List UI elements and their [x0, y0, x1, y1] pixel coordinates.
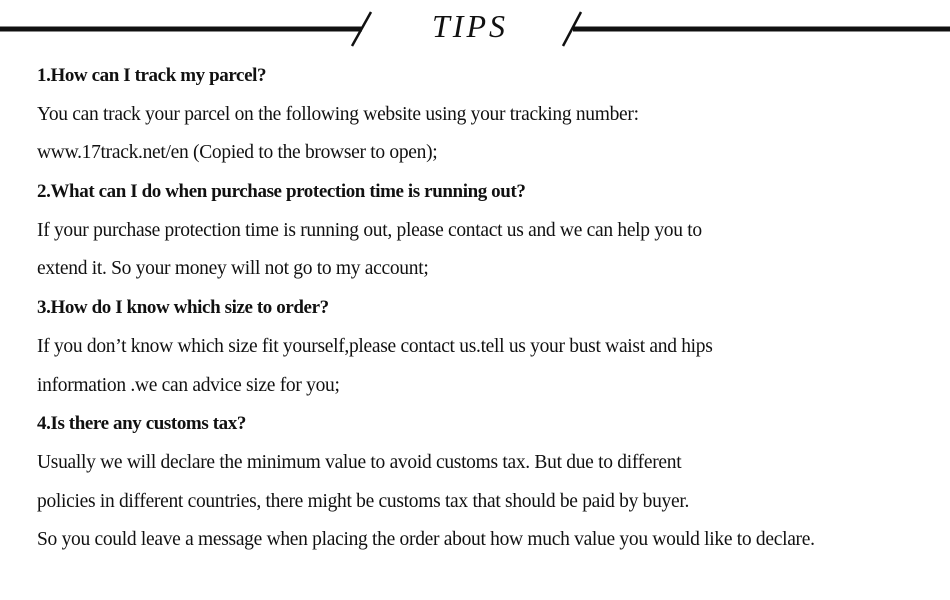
faq-answer-line: If your purchase protection time is running out, please contact us and we can help you to [37, 219, 702, 241]
faq-answer-line: extend it. So your money will not go to my account; [37, 258, 429, 280]
faq-question: 1.How can I track my parcel? [37, 65, 267, 86]
page-title: TIPS [432, 8, 508, 44]
faq-answer-line: information .we can advice size for you; [37, 374, 340, 396]
faq-item [37, 405, 937, 560]
faq-item [37, 173, 937, 289]
faq-answer-line: So you could leave a message when placing the order about how much value you would like to declare. [37, 529, 815, 551]
tips-header [0, 0, 950, 60]
faq-list [37, 57, 937, 560]
faq-item [37, 289, 937, 405]
faq-answer-line: www.17track.net/en (Copied to the browser to open); [37, 142, 438, 164]
faq-question: 2.What can I do when purchase protection time is running out? [37, 181, 526, 203]
faq-answer-line: policies in different countries, there might be customs tax that should be paid by buyer. [37, 490, 690, 512]
faq-answer-line: Usually we will declare the minimum value to avoid customs tax. But due to different [37, 451, 682, 473]
faq-answer-line: If you don’t know which size fit yourself,please contact us.tell us your bust waist and hips [37, 335, 713, 357]
faq-question: 3.How do I know which size to order? [37, 297, 329, 319]
faq-question: 4.Is there any customs tax? [37, 413, 246, 435]
faq-item [37, 57, 937, 173]
faq-answer-line: You can track your parcel on the following website using your tracking number: [37, 103, 639, 125]
